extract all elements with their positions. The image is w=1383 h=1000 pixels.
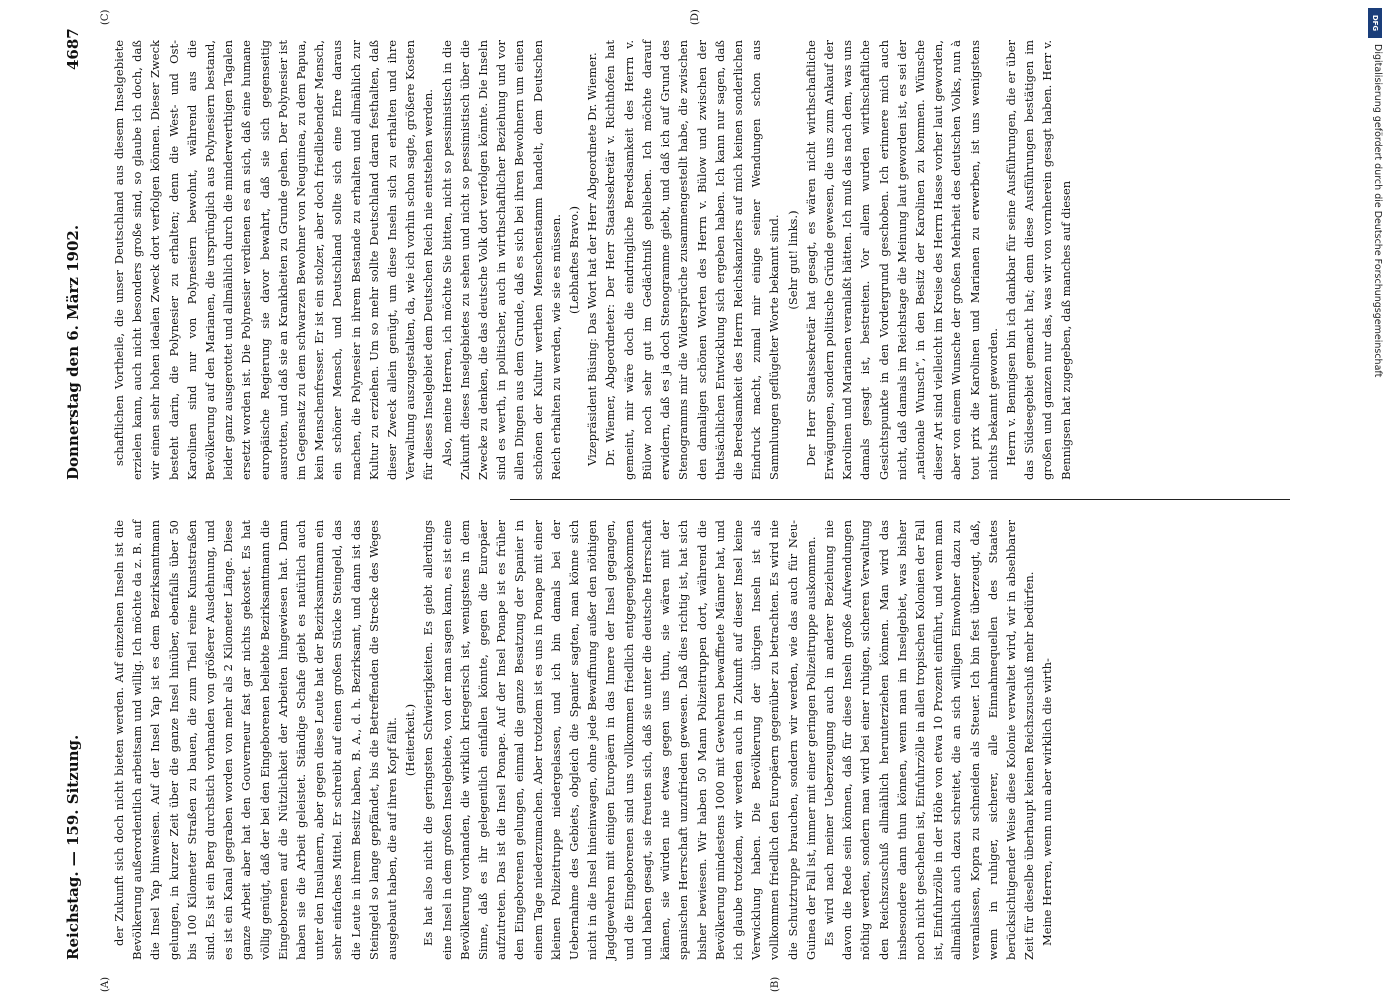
interjection: (Heiterkeit.) <box>403 703 418 777</box>
paragraph: Der Herr Staatssekretär hat gesagt, es wären nicht wirthschaftliche Erwägungen, sondern politische Gründe gewesen, die uns zum Ankauf der Karolinen und Marianen veranlaßt hätten. Ich muß das nach dem, was uns damals gesagt ist, bestreiten. Vor allem wurden wirthschaftliche Gesichtspunkte in den Vordergrund geschoben. Ich erinnere mich auch nicht, daß damals im Reichstage die Meinung laut geworden ist, es sei der „nationale Wunsch“, in den Besitz der Karolinen zu kommen. Wünsche dieser Art sind vielleicht im Kreise des Herrn Hasse vorher laut geworden, aber von einem Wunsche der großen Mehrheit des deutschen Volks, nun à tout prix die Karolinen und Marianen zu erwerben, ist uns wenigstens nichts bekannt geworden. <box>803 40 1000 480</box>
paragraph: Herrn v. Bennigsen bin ich dankbar für seine Ausführungen, die er über das Südseegebiet gemacht hat; denn diese Ausführungen bestätigen im großen und ganzen nur das, was wir von vornherein gesagt haben. Herr v. Bennigsen hat zugegeben, daß manches auf diesen <box>1003 40 1073 480</box>
dfg-logo: DFG <box>1368 8 1382 38</box>
paragraph: Dr. Wiemer, Abgeordneter: Der Herr Staatssekretär v. Richthofen hat gemeint, mir wäre doch die eindringliche Beredsamkeit des Herrn v. Bülow noch sehr gut im Gedächtniß geblieben. Ich möchte darauf erwidern, daß es ja doch Stenogramme giebt, und daß ich auf Grund des Stenogramms mir die Widersprüche zusammengestellt habe, die zwischen den damaligen schönen Worten des Herrn v. Bülow und zwischen der thatsächlichen Entwicklung sich ergeben haben. Ich kann nur sagen, daß die Beredsamkeit des Herrn Reichskanzlers auf mich keinen sonderlichen Eindruck macht, zumal mir einige seiner Wendungen schon aus Sammlungen geflügelter Worte bekannt sind. <box>603 40 782 480</box>
header-date: Donnerstag den 6. März 1902. <box>64 224 82 480</box>
paragraph: schaftlichen Vortheile, die unser Deutschland aus diesem Inselgebiete erzielen kann, auch nicht besonders große sind, so glaube ich doch, daß wir einen sehr hohen idealen Zweck dort verfolgen können. Dieser Zweck besteht darin, die Polynesier zu erhalten; denn die West- und Ost-Karolinen sind nur von Polynesiern bewohnt, während aus die Bevölkerung auf den Marianen, die ursprünglich aus Polynesiern bestand, leider ganz ausgerottet und allmählich durch die minderwerthigen Tagalen ersetzt worden ist. Die Polynesier verdienen es an sich, daß eine humane europäische Regierung sie davor bewahrt, daß sie sich gegenseitig ausrotten, und daß sie an Krankheiten zu Grunde gehen. Der Polynesier ist im Gegensatz zu dem schwarzen Bewohner von Neuguinea, zu dem Papua, kein Menschenfresser. Er ist ein stolzer, aber doch friedliebender Mensch, ein schöner Mensch, und Deutschland sollte sich eine Ehre daraus machen, die Polynesier in ihrem Bestande zu erhalten und allmählich zur Kultur zu erziehen. Um so mehr sollte Deutschland daran festhalten, daß dieser Zweck allein genügt, um diese Inseln sich zu erhalten und ihre Verwaltung auszugestalten, da, wie ich vorhin schon sagte, größere Kosten für dieses Inselgebiet dem Deutschen Reich nie entstehen werden. <box>112 40 436 480</box>
page-number: 4687 <box>64 28 82 70</box>
margin-marker-d: (D) <box>690 9 701 25</box>
margin-marker-c: (C) <box>100 9 111 25</box>
header-left: Reichstag. — 159. Sitzung. <box>64 734 82 960</box>
paragraph: Meine Herren, wenn nun aber wirklich die wirth- <box>1040 658 1055 946</box>
paragraph: Also, meine Herren, ich möchte Sie bitten, nicht so pessimistisch in die Zukunft dieses Inselgebietes zu sehen und nicht so pessimistisch über die Zwecke zu denken, die das deutsche Volk dort verfolgen könnte. Die Inseln sind es werth, in politischer, auch in wirthschaftlicher Beziehung und vor allen Dingen aus dem Grunde, daß es sich bei ihren Bewohnern um einen schönen der Kultur werthen Menschenstamm handelt, dem Deutschen Reich erhalten zu werden, wie sie es müssen. <box>439 40 563 480</box>
page-header <box>60 0 90 1000</box>
interjection: (Sehr gut! links.) <box>785 210 800 310</box>
paragraph: der Zukunft sich doch nicht bieten werden. Auf einzelnen Inseln ist die Bevölkerung außerordentlich arbeitsam und willig. Ich möchte da z. B. auf die Insel Yap hinweisen. Auf der Insel Yap ist es dem Bezirksamtmann gelungen, in kurzer Zeit über die ganze Insel hinüber, ebenfalls über 50 bis 100 Kilometer Straßen zu bauen, die zum Theil reine Kunststraßen sind. Es ist ein Berg durchstich vorhanden von größerer Ausdehnung, und es ist ein Kanal gegraben worden von mehr als 2 Kilometer Länge. Diese ganze Arbeit aber hat den Gouverneur fast gar nichts gekostet. Es hat völlig genügt, daß der bei den Eingeborenen beliebte Bezirksamtmann die Eingeborenen auf die Nützlichkeit der Arbeiten hingewiesen hat. Dann haben sie die Arbeit geleistet. Ständige Schafe giebt es natürlich auch unter den Insulanern, aber gegen diese Leute hat der Bezirksamtmann ein sehr einfaches Mittel. Er schreibt auf einen großen Stücke Steingeld, das die Leute in ihrem Besitz haben, B. A., d. h. Bezirksamt, und dann ist das Steingeld so lange gepfändet, bis die Betreffenden die Strecke des Weges ausgebaut haben, die auf ihren Kopf fällt. <box>112 520 400 960</box>
paragraph: Es wird nach meiner Ueberzeugung auch in anderer Beziehung nie davon die Rede sein können, daß für diese Inseln große Aufwendungen nöthig werden, sondern man wird bei einer ruhigen, sicheren Verwaltung den Reichszuschuß allmählich herunterziehen können. Man wird das insbesondere dann thun können, wenn man im Inselgebiet, was bisher noch nicht geschehen ist, Einfuhrzölle in allen tropischen Kolonien der Fall ist, Einfuhrzölle in der Höhe von etwa 10 Prozent einführt, und wenn man allmählich auch dazu schreitet, die an sich willigen Einwohner dazu zu veranlassen, Kopra zu schneiden als Steuer. Ich bin fest überzeugt, daß, wenn in ruhiger, sicherer, alle Einnahmequellen des Staates berücksichtigender Weise diese Kolonie verwaltet wird, wir in absehbarer Zeit für dieselbe überhaupt keinen Reichszuschuß mehr bedürfen. <box>821 520 1037 960</box>
margin-marker-b: (B) <box>770 976 781 992</box>
funding-note: Digitalisierung gefördert durch die Deutsche Forschungsgemeinschaft <box>1372 44 1383 378</box>
margin-marker-a: (A) <box>100 976 111 992</box>
column-divider <box>510 499 1290 500</box>
speaker-announcement: Vizepräsident Büsing: Das Wort hat der Herr Abgeordnete Dr. Wiemer. <box>585 52 600 466</box>
paragraph: Es hat also nicht die geringsten Schwierigkeiten. Es giebt allerdings eine Insel in dem großen Inselgebiete, von der man sagen kann, es ist eine Bevölkerung vorhanden, die wirklich kriegerisch ist, wenigstens in dem Sinne, daß es ihr gelegentlich einfallen könnte, gegen die Europäer aufzutreten. Das ist die Insel Ponape. Auf der Insel Ponape ist es früher den Eingeborenen gelungen, einmal die ganze Besatzung der Spanier in einem Tage niederzumachen. Aber trotzdem ist es uns in Ponape mit einer kleinen Polizeitruppe niedergelassen, und ich bin damals bei der Uebernahme des Gebiets, obgleich die Spanier sagten, man könne sich nicht in die Insel hineinwagen, ohne jede Bewaffnung außer den nöthigen Jagdgewehren mit einigen Europäern in das Innere der Insel gegangen, und die Eingeborenen sind uns vollkommen friedlich entgegengekommen und haben gesagt, sie freuten sich, daß sie unter die deutsche Herrschaft kämen, sie würden nie etwas gegen uns thun, sie wären mit der spanischen Herrschaft unzufrieden gewesen. Daß dies richtig ist, hat sich bisher bewiesen. Wir haben 50 Mann Polizeitruppen dort, während die Bevölkerung mindestens 1000 mit Gewehren bewaffnete Männer hat, und ich glaube trotzdem, wir werden auch in Zukunft auf dieser Insel keine Verwicklung haben. Die Bevölkerung der übrigen Inseln ist als vollkommen friedlich den Europäern gegenüber zu betrachten. Es wird nie die Schutztruppe brauchen, sondern wir werden, wie das auch für Neu-Guinea der Fall ist, immer mit einer geringen Polizeitruppe auskommen. <box>421 520 818 960</box>
interjection: (Lebhaftes Bravo.) <box>567 206 582 314</box>
left-column <box>110 520 1057 960</box>
right-column <box>110 40 1075 480</box>
